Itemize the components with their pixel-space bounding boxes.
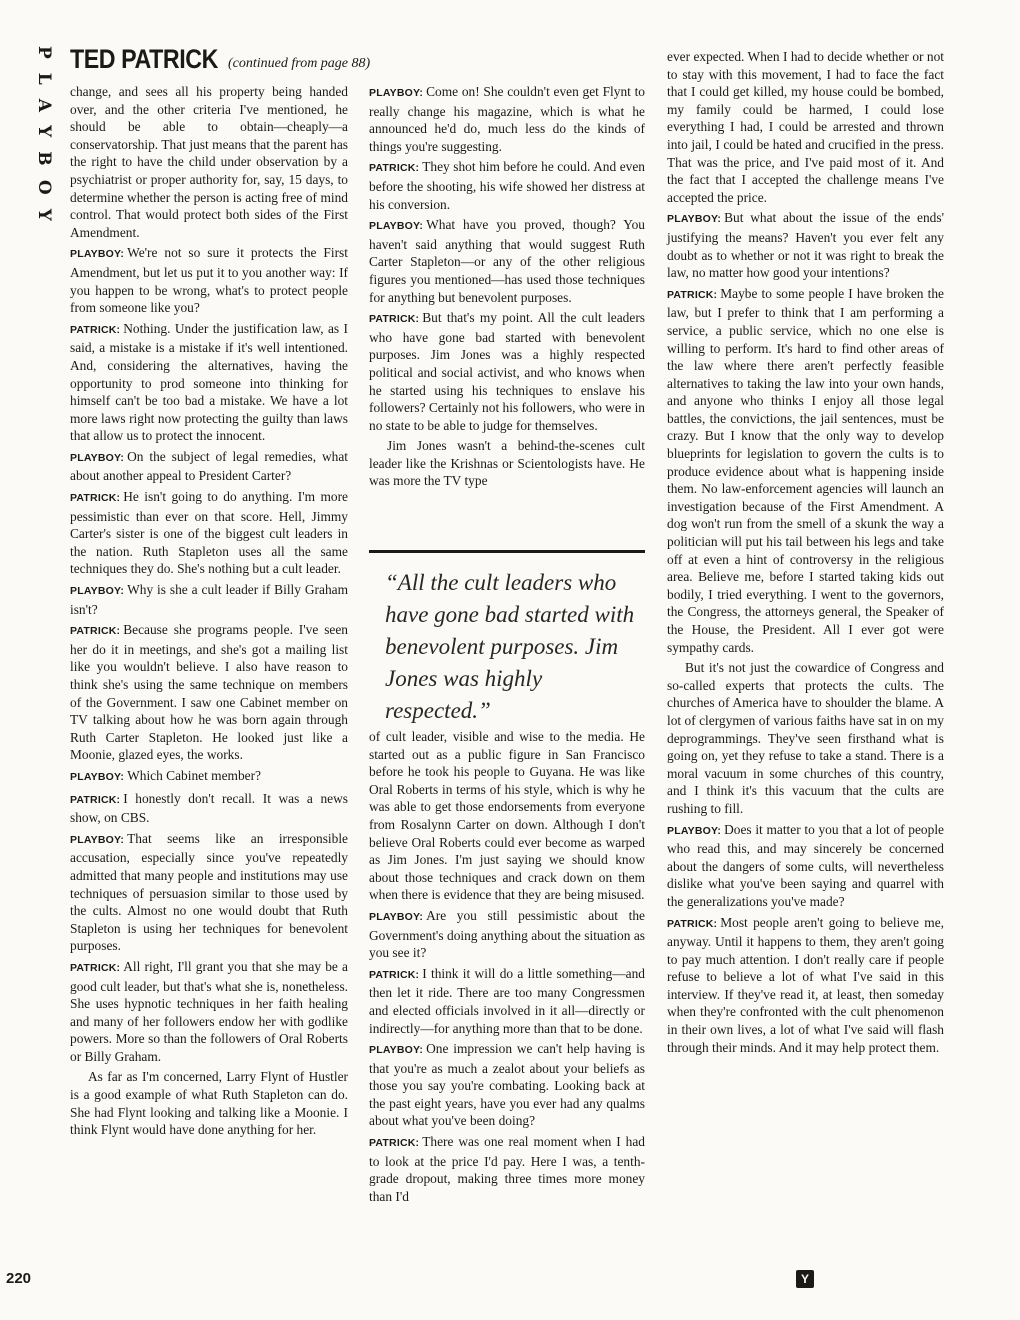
paragraph — [70, 958, 348, 1066]
paragraph — [667, 659, 944, 817]
paragraph-text: But what about the issue of the ends' justifying the means? Haven't you ever felt any doubt as to whether or not it was right to break the law, no matter how good your intentions? — [667, 210, 944, 281]
paragraph-text: of cult leader, visible and wise to the media. He started out as a public figure in San Francisco before he took his people to Guyana. He was like Oral Roberts in terms of his style, which is why he was able to get those endorsements from everyone from Rosalynn Carter on down. Although I don't believe Oral Roberts could ever become as warped as Jim Jones. I'm just saying we should know about those techniques and crack down on them when there is evidence that they are being misused. — [369, 729, 645, 903]
paragraph — [369, 216, 645, 306]
paragraph — [667, 48, 944, 206]
speaker-label: PLAYBOY: — [70, 248, 125, 261]
paragraph — [369, 158, 645, 213]
paragraph-text: Come on! She couldn't even get Flynt to really change his magazine, which is what he announced he'd do, much less do the kinds of things you're suggesting. — [369, 84, 645, 154]
paragraph — [369, 83, 645, 155]
paragraph — [667, 914, 944, 1057]
paragraph — [667, 285, 944, 656]
paragraph-text: As far as I'm concerned, Larry Flynt of Hustler is a good example of what Ruth Stapleton can do. She had Flynt looking and talking like a Moonie. I think Flynt would have done anything for her. — [70, 1069, 348, 1138]
paragraph-text: One impression we can't help having is that you're as much a zealot about your beliefs as those you say you're combating. Looking back at the past eight years, have you ever had any qualms about what you've been doing? — [369, 1041, 645, 1129]
paragraph-text: Jim Jones wasn't a behind-the-scenes cult leader like the Krishnas or Scientologists have. He was more the TV type — [369, 438, 645, 489]
paragraph — [369, 907, 645, 962]
paragraph — [369, 1040, 645, 1130]
paragraph — [70, 244, 348, 316]
paragraph-text: We're not so sure it protects the First Amendment, but let us put it to you another way: If you happen to be wrong, what's to protect people from someone like you? — [70, 245, 348, 316]
paragraph-text: But it's not just the cowardice of Congress and so-called experts that protects the cults. The churches of America have to shoulder the blame. A lot of clergymen of various faiths have sat in on my deprogrammings. They've seen firsthand what is going on, yet they refuse to take a stand. There is a moral vacuum in some churches of this country, and I think it's this vacuum that the cults are rushing to fill. — [667, 660, 944, 816]
speaker-label: PATRICK: — [369, 968, 420, 981]
paragraph-text: Which Cabinet member? — [127, 767, 261, 783]
pull-quote — [369, 550, 645, 723]
article-title: TED PATRICK — [70, 44, 218, 74]
paragraph — [369, 965, 645, 1037]
paragraph — [70, 320, 348, 445]
paragraph — [70, 448, 348, 485]
speaker-label: PATRICK: — [70, 961, 121, 974]
speaker-label: PATRICK: — [70, 625, 121, 638]
continued-note: (continued from page 88) — [228, 56, 371, 71]
speaker-label: PATRICK: — [70, 492, 121, 505]
article-header — [70, 44, 390, 80]
paragraph-text: What have you proved, though? You haven't said anything that would suggest Ruth Carter Stapleton—or any of the other religious figures you mentioned—has used those techniques for anything but benevolent purposes. — [369, 217, 645, 305]
speaker-label: PLAYBOY: — [369, 87, 424, 99]
speaker-label: PLAYBOY: — [667, 213, 722, 226]
paragraph — [667, 821, 944, 911]
paragraph-text: They shot him before he could. And even before the shooting, his wife showed her distress at his conversion. — [369, 159, 645, 212]
speaker-label: PLAYBOY: — [667, 824, 722, 837]
masthead-text: PLAYBOY — [34, 46, 54, 235]
speaker-label: PATRICK: — [369, 1137, 420, 1150]
speaker-label: PLAYBOY: — [369, 910, 424, 923]
speaker-label: PLAYBOY: — [369, 220, 424, 233]
paragraph — [369, 1133, 645, 1205]
paragraph — [369, 309, 645, 434]
paragraph-text: Does it matter to you that a lot of people who read this, and may sincerely be concerned about the dangers of some cults, will nevertheless dislike what you've been saying and quarrel with the generalizations you've made? — [667, 821, 944, 909]
paragraph-text: Maybe to some people I have broken the law, but I prefer to think that I am performing a service, a public service, which no one else is willing to perform. It's hard to find other areas of the law where there aren't perfectly feasible alternatives to taking the law into your own hands, and anyone who thinks I enjoy all those legal battles, the convictions, the jail sentences, must be crazy. But I know that the only way to develop blueprints for legislation to govern the cults is to produce evidence about what is happening inside them. No law-enforcement agencies will launch an investigation because of the First Amendment. A dog won't run from the smell of a skunk the way a politician will put his tail between his legs and take off at even a hint of controversy in the religious area. Believe me, before I started taking kids out bodily, I tried everything. I went to the governors, the Congress, the attorneys general, the Speaker of the House, the President. All I ever got were sympathy cards. — [667, 285, 944, 655]
end-mark-icon: Y — [796, 1270, 814, 1288]
paragraph — [369, 728, 645, 904]
speaker-label: PLAYBOY: — [70, 451, 125, 464]
speaker-label: PATRICK: — [369, 313, 420, 326]
paragraph-text: He isn't going to do anything. I'm more pessimistic than ever on that score. Hell, Jimmy Carter's sister is one of the biggest cult leaders in the nation. Ruth Stapleton uses all the same techniques they do. She's nothing but a cult leader. — [70, 489, 348, 577]
paragraph-text: There was one real moment when I had to look at the price I'd pay. Here I was, a tenth-grade dropout, making three times more money than I'd — [369, 1134, 645, 1204]
speaker-label: PATRICK: — [70, 793, 121, 806]
paragraph-text: ever expected. When I had to decide whether or not to stay with this movement, I had to face the fact that I could get killed, my house could be bombed, my family could be harmed, I could lose everything I had, I could be arrested and thrown into jail, I could be hated and crucified in the press. That was the price, and I've paid most of it. And the fact that I accepted the challenge means I've accepted the price. — [667, 49, 944, 205]
column-3 — [667, 48, 944, 1059]
paragraph — [70, 488, 348, 578]
paragraph-text: change, and sees all his property being handed over, and the other criteria I've mentioned, he should be able to obtain—cheaply—a conservatorship. That just means that the parent has the right to have the child under observation by a psychiatrist or proper authority for, say, 15 days, to determine whether the person is acting free of mind control. That would protect both sides of the First Amendment. — [70, 84, 348, 240]
paragraph-text: That seems like an irresponsible accusation, especially since you've repeatedly admitted that many people and institutions may use techniques of persuasion similar to those used by the cults. Almost no one would doubt that Ruth Stapleton is using her techniques for benevolent purposes. — [70, 830, 348, 954]
paragraph-text: Nothing. Under the justification law, as I said, a mistake is a mistake if it's well intentioned. And, considering the alternatives, having the opportunity to prod someone into thinking for himself can't be too bad a mistake. We have a lot more laws right now protecting the guilty than laws that allow us to protect the innocent. — [70, 320, 348, 444]
paragraph-text: Because she programs people. I've seen her do it in meetings, and she's got a mailing list like you wouldn't believe. I also have reason to think she's using the same technique on members of the Government. I saw one Cabinet member on TV talking about how he was born again through Ruth Carter Stapleton. He looked just like a Moonie, glazed eyes, the works. — [70, 622, 348, 763]
paragraph — [70, 1068, 348, 1138]
paragraph — [70, 767, 348, 787]
paragraph-text: Why is she a cult leader if Billy Graham isn't? — [70, 582, 348, 617]
paragraph-text: On the subject of legal remedies, what about another appeal to President Carter? — [70, 448, 348, 484]
paragraph-text: I think it will do a little something—and then let it ride. There are too many Congressmen and elected officials involved in it all—directly or indirectly—for anything more than that to be done. — [369, 965, 645, 1036]
paragraph — [70, 790, 348, 827]
paragraph — [70, 621, 348, 764]
paragraph — [70, 581, 348, 618]
paragraph — [369, 437, 645, 490]
speaker-label: PATRICK: — [667, 917, 718, 930]
pull-quote-text: “All the cult leaders who have gone bad started with benevolent purposes. Jim Jones was highly respected.” — [385, 570, 635, 723]
paragraph — [70, 830, 348, 955]
paragraph-text: Are you still pessimistic about the Government's doing anything about the situation as you see it? — [369, 907, 645, 961]
paragraph-text: But that's my point. All the cult leaders who have gone bad started with benevolent purposes. Jim Jones was a highly respected political and social activist, and who knows when he started using his techniques to enslave his followers? Certainly not his followers, who were in no state to be able to judge for themselves. — [369, 310, 645, 433]
speaker-label: PLAYBOY: — [369, 1044, 424, 1057]
speaker-label: PLAYBOY: — [70, 833, 125, 846]
column-1 — [70, 83, 348, 1142]
paragraph-text: All right, I'll grant you that she may be a good cult leader, but that's what she is, nonetheless. She uses hypnotic techniques in her faith healing and many of her followers endow her with godlike powers. More so than the followers of Oral Roberts or Billy Graham. — [70, 958, 348, 1064]
paragraph-text: Most people aren't going to believe me, anyway. Until it happens to them, they aren't going to pay much attention. I don't really care if people refuse to believe a lot of what I've said in this interview. If they've read it, at least, then someday when they're confronted with the cult phenomenon in their own lives, a lot of what I've said will flash through their minds. And it may help protect them. — [667, 914, 944, 1055]
column-2 — [369, 83, 645, 493]
speaker-label: PLAYBOY: — [70, 585, 125, 598]
paragraph — [70, 83, 348, 241]
masthead — [28, 46, 58, 235]
column-2-continued — [369, 728, 645, 1208]
speaker-label: PATRICK: — [667, 288, 718, 301]
page-number: 220 — [6, 1270, 32, 1287]
speaker-label: PATRICK: — [369, 162, 420, 175]
speaker-label: PATRICK: — [70, 323, 121, 336]
paragraph-text: I honestly don't recall. It was a news show, on CBS. — [70, 790, 348, 826]
speaker-label: PLAYBOY: — [70, 770, 125, 783]
paragraph — [667, 209, 944, 281]
